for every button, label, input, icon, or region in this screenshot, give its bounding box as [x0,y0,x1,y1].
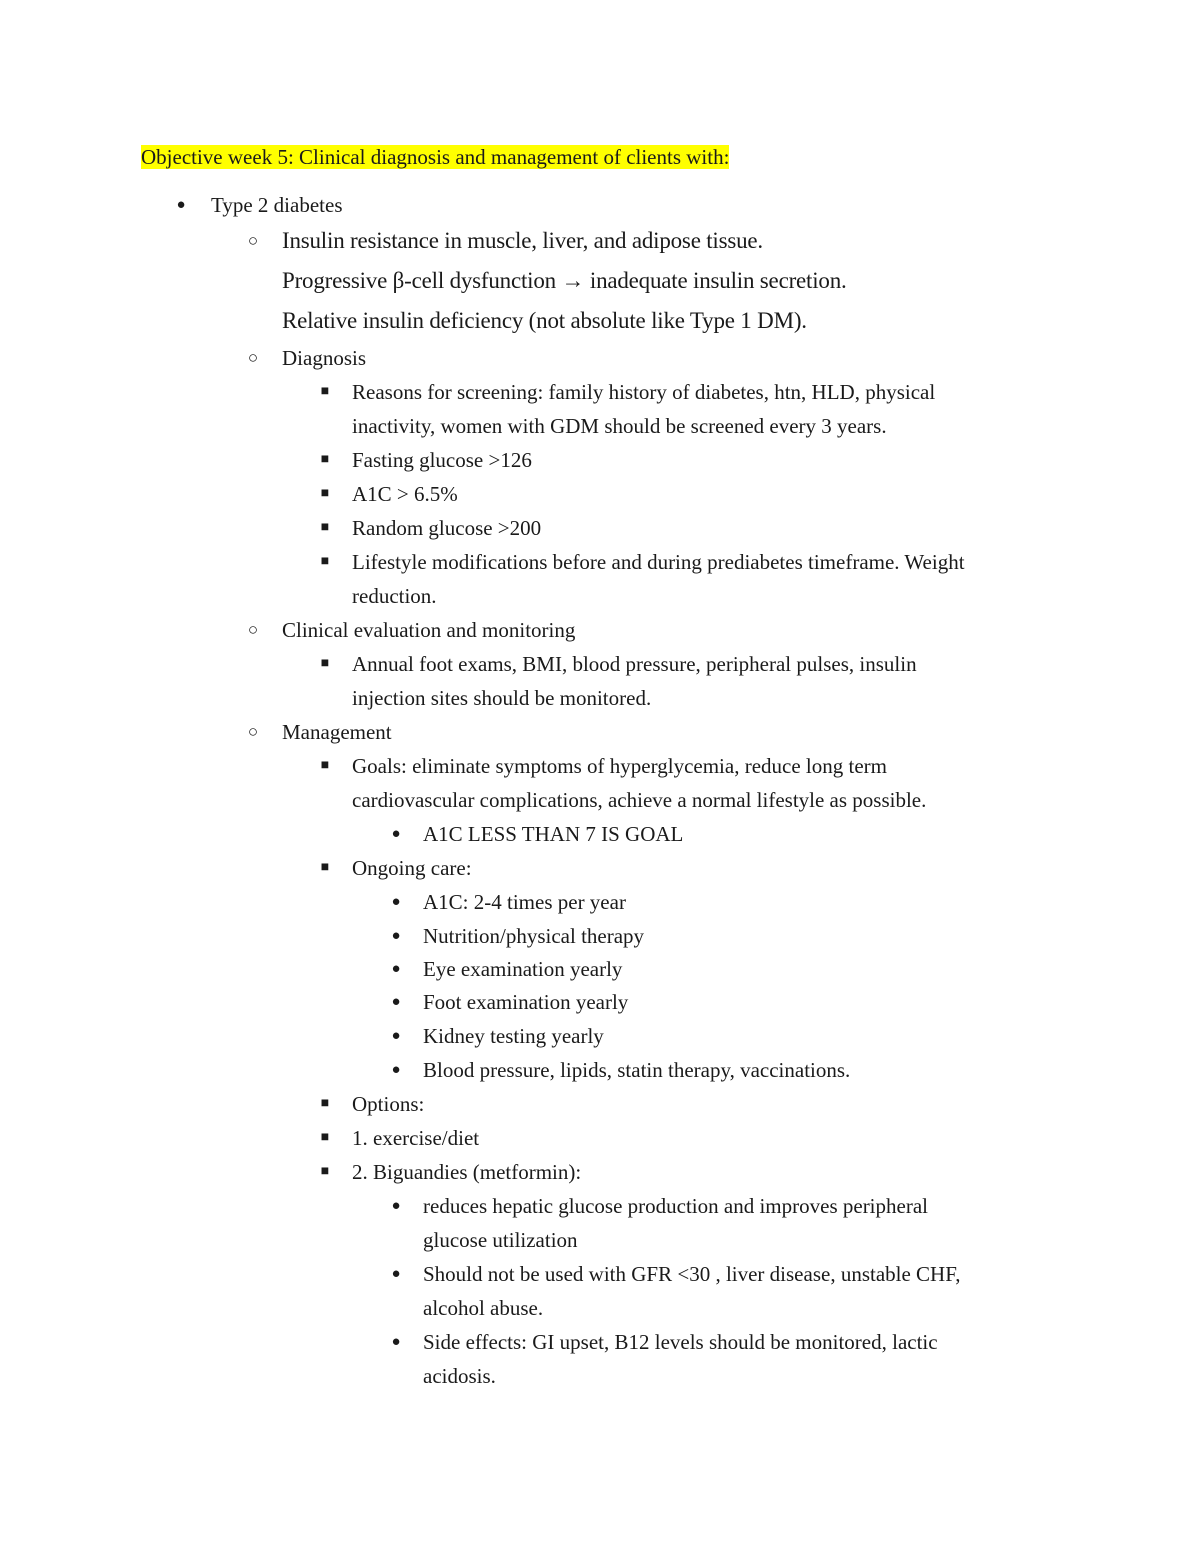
bullet-square-icon: ■ [320,452,330,467]
patho-line: Relative insulin deficiency (not absolute like Type 1 DM). [282,308,807,333]
list-item: Nutrition/physical therapy [423,924,645,948]
list-item-cont: injection sites should be monitored. [352,686,652,710]
bullet-square-icon: ■ [320,860,330,875]
list-item: Blood pressure, lipids, statin therapy, vaccinations. [423,1058,851,1082]
list-item: Reasons for screening: family history of diabetes, htn, HLD, physical [352,380,936,404]
list-item-cont: cardiovascular complications, achieve a normal lifestyle as possible. [352,788,927,812]
bullet-square-icon: ■ [320,384,330,399]
page-title [141,143,729,171]
management-heading: Management [282,720,392,744]
highlighted-title: Objective week 5: Clinical diagnosis and management of clients with: [141,145,730,169]
list-item: 2. Biguandies (metformin): [352,1160,582,1184]
bullet-dot-icon: ● [391,1028,401,1044]
bullet-ring-icon: ○ [247,348,259,367]
list-item-cont: glucose utilization [423,1228,578,1252]
bullet-dot-icon: ● [391,826,401,842]
bullet-square-icon: ■ [320,758,330,773]
bullet-dot-icon: ● [391,994,401,1010]
list-item: Annual foot exams, BMI, blood pressure, peripheral pulses, insulin [352,652,917,676]
bullet-square-icon: ■ [320,1164,330,1179]
list-item: Random glucose >200 [352,516,542,540]
bullet-ring-icon: ○ [247,722,259,741]
list-item: Should not be used with GFR <30 , liver disease, unstable CHF, [423,1262,961,1286]
bullet-square-icon: ■ [320,656,330,671]
list-item: 1. exercise/diet [352,1126,480,1150]
bullet-square-icon: ■ [320,486,330,501]
bullet-dot-icon: ● [391,1334,401,1350]
bullet-ring-icon: ○ [247,620,259,639]
list-item: Foot examination yearly [423,990,629,1014]
bullet-ring-icon: ○ [247,231,259,250]
list-item-cont: reduction. [352,584,437,608]
list-item: Kidney testing yearly [423,1024,604,1048]
bullet-dot-icon: ● [391,1062,401,1078]
list-item-cont: inactivity, women with GDM should be screened every 3 years. [352,414,887,438]
list-item-type2: Type 2 diabetes [211,193,343,217]
list-item: Fasting glucose >126 [352,448,532,472]
bullet-dot-icon: ● [391,961,401,977]
bullet-dot-icon: ● [391,894,401,910]
list-item: reduces hepatic glucose production and improves peripheral [423,1194,928,1218]
diagnosis-heading: Diagnosis [282,346,366,370]
list-item: A1C: 2-4 times per year [423,890,626,914]
bullet-dot-icon: ● [391,928,401,944]
bullet-square-icon: ■ [320,1130,330,1145]
list-item: A1C LESS THAN 7 IS GOAL [423,822,684,846]
list-item: Eye examination yearly [423,957,623,981]
bullet-dot-icon: ● [391,1266,401,1282]
list-item-cont: acidosis. [423,1364,496,1388]
bullet-square-icon: ■ [320,1096,330,1111]
clinical-heading: Clinical evaluation and monitoring [282,618,576,642]
list-item-cont: alcohol abuse. [423,1296,544,1320]
bullet-square-icon: ■ [320,520,330,535]
list-item: Goals: eliminate symptoms of hyperglycemia, reduce long term [352,754,887,778]
list-item: Ongoing care: [352,856,472,880]
bullet-square-icon: ■ [320,554,330,569]
patho-line: Insulin resistance in muscle, liver, and adipose tissue. [282,228,763,253]
list-item: Options: [352,1092,425,1116]
list-item: Side effects: GI upset, B12 levels should be monitored, lactic [423,1330,938,1354]
list-item: Lifestyle modifications before and during prediabetes timeframe. Weight [352,550,965,574]
bullet-dot-icon: ● [176,197,186,213]
bullet-dot-icon: ● [391,1198,401,1214]
list-item: A1C > 6.5% [352,482,458,506]
patho-line: Progressive β-cell dysfunction → inadequate insulin secretion. [282,268,847,293]
